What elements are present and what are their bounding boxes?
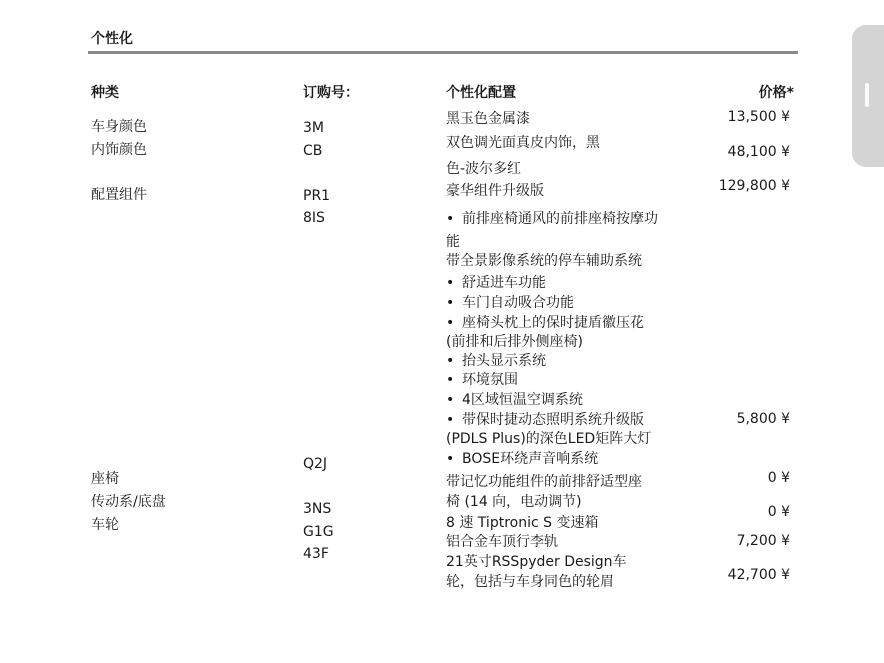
column-header-configuration: 个性化配置	[446, 85, 516, 101]
config-package-item: 车门自动吸合功能	[462, 295, 574, 311]
order-code-wheels: 43F	[303, 546, 329, 562]
order-code-drivetrain: 3NS	[303, 501, 332, 517]
price-drivetrain: 0 ¥	[767, 504, 790, 520]
bullet: •	[446, 392, 455, 408]
order-code-package-2: 8IS	[303, 210, 325, 226]
bullet: •	[446, 211, 455, 227]
order-code-roof: G1G	[303, 524, 334, 540]
bullet: •	[446, 275, 455, 291]
bullet: •	[446, 353, 455, 369]
price-package: 129,800 ¥	[718, 178, 790, 194]
price-seat: 0 ¥	[767, 470, 790, 486]
config-package-title: 豪华组件升级版	[446, 183, 544, 199]
config-package-item-cont: 能	[446, 234, 460, 250]
config-package-item: BOSE环绕声音响系统	[462, 451, 599, 467]
config-package-item: 带保时捷动态照明系统升级版	[462, 412, 644, 428]
config-package-item-cont: (PDLS Plus)的深色LED矩阵大灯	[446, 431, 652, 447]
price-matrix-led: 5,800 ¥	[736, 411, 790, 427]
config-package-item: 抬头显示系统	[462, 353, 546, 369]
column-header-type: 种类	[91, 85, 119, 101]
config-package-item: 环境氛围	[462, 372, 518, 388]
price-wheels: 42,700 ¥	[727, 567, 790, 583]
config-interior-line-1: 双色调光面真皮内饰，黑	[446, 135, 600, 151]
bullet: •	[446, 451, 455, 467]
config-package-item: 带全景影像系统的停车辅助系统	[446, 253, 642, 269]
price-roof: 7,200 ¥	[736, 533, 790, 549]
category-interior-color: 内饰颜色	[91, 142, 147, 158]
drawer-grip-icon	[865, 83, 869, 107]
config-seat-line-2: 椅 (14 向，电动调节)	[446, 494, 582, 510]
bullet: •	[446, 295, 455, 311]
order-code-seat: Q2J	[303, 456, 328, 472]
bullet: •	[446, 412, 455, 428]
side-drawer-handle[interactable]	[852, 25, 884, 167]
header-divider	[88, 51, 798, 54]
page-title: 个性化	[91, 31, 133, 47]
category-wheels: 车轮	[91, 517, 119, 533]
config-wheels-line-2: 轮，包括与车身同色的轮眉	[446, 574, 614, 590]
price-interior: 48,100 ¥	[727, 144, 790, 160]
category-package: 配置组件	[91, 187, 147, 203]
order-code-package-1: PR1	[303, 188, 331, 204]
config-package-item: 舒适进车功能	[462, 275, 546, 291]
order-code-body-color: 3M	[303, 120, 324, 136]
column-header-price: 价格*	[758, 85, 794, 101]
config-roof: 铝合金车顶行李轨	[446, 534, 558, 550]
bullet: •	[446, 315, 455, 331]
price-body-color: 13,500 ¥	[727, 109, 790, 125]
category-drivetrain: 传动系/底盘	[91, 494, 166, 510]
config-package-item: 4区域恒温空调系统	[462, 392, 583, 408]
config-interior-line-2: 色-波尔多红	[446, 161, 522, 177]
config-drivetrain: 8 速 Tiptronic S 变速箱	[446, 515, 599, 531]
order-code-interior: CB	[303, 143, 323, 159]
config-package-item: 前排座椅通风的前排座椅按摩功	[462, 211, 658, 227]
config-body-color: 黑玉色金属漆	[446, 111, 530, 127]
config-wheels-line-1: 21英寸RSSpyder Design车	[446, 554, 627, 570]
bullet: •	[446, 372, 455, 388]
column-header-order-number: 订购号：	[303, 85, 359, 101]
config-seat-line-1: 带记忆功能组件的前排舒适型座	[446, 474, 642, 490]
category-body-color: 车身颜色	[91, 119, 147, 135]
config-package-item-cont: (前排和后排外侧座椅)	[446, 334, 583, 350]
config-package-item: 座椅头枕上的保时捷盾徽压花	[462, 315, 644, 331]
category-seat: 座椅	[91, 471, 119, 487]
